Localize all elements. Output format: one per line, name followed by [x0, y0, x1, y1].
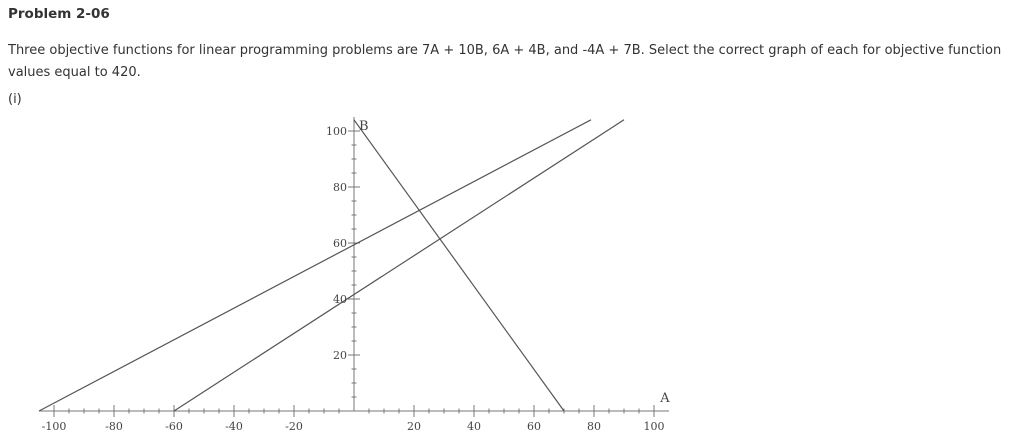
axis-labels [42, 119, 671, 433]
series-lines [39, 120, 624, 411]
x-tick-label: -80 [105, 420, 123, 433]
x-tick-label: -100 [41, 420, 67, 433]
x-tick-label: -40 [225, 420, 243, 433]
problem-title: Problem 2-06 [8, 6, 110, 22]
axes [39, 117, 669, 417]
x-tick-label: 80 [587, 420, 601, 433]
x-tick-label: -60 [165, 420, 183, 433]
x-tick-label: -20 [285, 420, 303, 433]
series-line-2 [174, 120, 624, 411]
problem-statement: Three objective functions for linear programming problems are 7A + 10B, 6A + 4B, and -4A + 7B. Select the correct graph of each for objective function values equal to 420. [8, 43, 1002, 80]
series-line-3 [354, 120, 564, 411]
x-tick-label: 100 [643, 420, 665, 433]
y-tick-label: 20 [333, 349, 347, 362]
y-tick-label: 100 [326, 125, 347, 138]
x-tick-label: 20 [407, 420, 421, 433]
y-tick-label: 80 [333, 181, 347, 194]
x-tick-label: 60 [527, 420, 541, 433]
y-tick-label: 60 [333, 237, 347, 250]
part-label: (i) [8, 92, 22, 107]
y-axis-name: B [359, 119, 369, 134]
y-tick-label: 40 [333, 293, 347, 306]
x-axis-name: A [660, 391, 670, 406]
x-tick-label: 40 [467, 420, 481, 433]
series-line-1 [39, 120, 591, 411]
